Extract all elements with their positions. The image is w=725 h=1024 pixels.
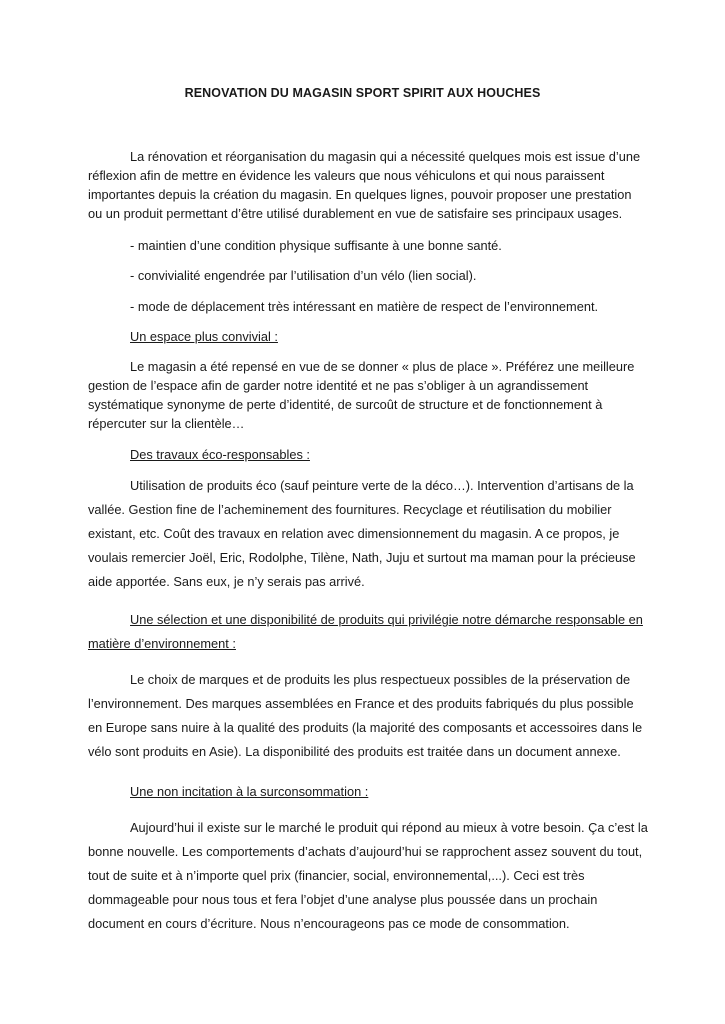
- bullet-item: - convivialité engendrée par l’utilisation d’un vélo (lien social).: [130, 268, 477, 283]
- section-paragraph-surconsommation: [88, 816, 648, 936]
- section-text: Le choix de marques et de produits les plus respectueux possibles de la préservation de l’environnement. Des marques assemblées en France et des produits fabriqués du plus possible en Europe sans nuire à la qualité des produits (la majorité des composants et accessoires dans le vélo sont produits en Asie). La disponibilité des produits est traitée dans un document annexe.: [88, 672, 643, 759]
- section-text: Aujourd’hui il existe sur le marché le produit qui répond au mieux à votre besoin. Ça c’est la bonne nouvelle. Les comportements d’achats d’aujourd’hui se rapprochent assez souvent du tout, tout de suite et à n’importe quel prix (financier, social, environnemental,...). Ceci est très dommageable pour nous tous et fera l’objet d’une analyse plus poussée dans un prochain document en cours d’écriture. Nous n’encourageons pas ce mode de consommation.: [88, 820, 648, 931]
- section-heading-surconsommation: Une non incitation à la surconsommation :: [130, 784, 369, 799]
- section-paragraph-travaux: [88, 474, 648, 594]
- section-paragraph-espace: [88, 357, 648, 433]
- section-paragraph-selection: [88, 668, 648, 764]
- section-text: Utilisation de produits éco (sauf peinture verte de la déco…). Intervention d’artisans de la vallée. Gestion fine de l’acheminement des fournitures. Recyclage et réutilisation du mobilier existant, etc. Coût des travaux en relation avec dimensionnement du magasin. A ce propos, je voulais remercier Joël, Eric, Rodolphe, Tilène, Nath, Juju et surtout ma maman pour la précieuse aide apportée. Sans eux, je n’y serais pas arrivé.: [88, 478, 636, 589]
- section-heading-travaux: Des travaux éco-responsables :: [130, 447, 310, 462]
- section-heading-text: Une sélection et une disponibilité de produits qui privilégie notre démarche responsable en matière d’environnement :: [88, 612, 643, 651]
- document-title: RENOVATION DU MAGASIN SPORT SPIRIT AUX HOUCHES: [184, 86, 541, 100]
- section-heading-espace: Un espace plus convivial :: [130, 329, 278, 344]
- bullet-item: - mode de déplacement très intéressant en matière de respect de l’environnement.: [130, 299, 599, 314]
- intro-text: La rénovation et réorganisation du magasin qui a nécessité quelques mois est issue d’une réflexion afin de mettre en évidence les valeurs que nous véhiculons et qui nous paraissent importantes depuis la création du magasin. En quelques lignes, pouvoir proposer une prestation ou un produit permettant d’être utilisé durablement en vue de satisfaire ses principaux usages.: [88, 149, 641, 221]
- section-heading-selection: [88, 608, 648, 656]
- section-text: Le magasin a été repensé en vue de se donner « plus de place ». Préférez une meilleure gestion de l’espace afin de garder notre identité et ne pas s’obliger à un agrandissement systématique synonyme de perte d’identité, de surcoût de structure et de fonctionnement à répercuter sur la clientèle…: [88, 359, 635, 431]
- intro-paragraph: [88, 147, 648, 223]
- bullet-item: - maintien d’une condition physique suffisante à une bonne santé.: [130, 238, 502, 253]
